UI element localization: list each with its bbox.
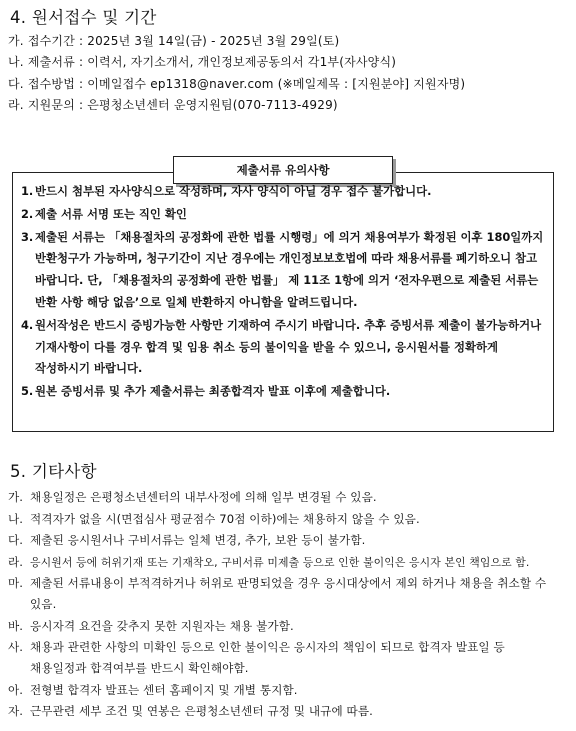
list-item-marker: 나. bbox=[8, 511, 24, 526]
section5-items bbox=[8, 487, 564, 723]
list-item-marker: 아. bbox=[8, 682, 24, 697]
list-item-text: 근무관련 세부 조건 및 연봉은 은평청소년센터 규정 및 내규에 따름. bbox=[30, 704, 373, 718]
list-item-text: 제출된 응시원서나 구비서류는 일체 변경, 추가, 보완 등이 불가함. bbox=[30, 533, 366, 547]
list-item bbox=[8, 637, 564, 679]
notice-item-number: 1. bbox=[21, 184, 34, 198]
section4-title: 4. 원서접수 및 기간 bbox=[10, 8, 157, 27]
list-item-text: 적격자가 없을 시(면접심사 평균점수 70점 이하)에는 채용하지 않을 수 있음. bbox=[30, 511, 420, 526]
notice-item-number: 4. bbox=[21, 317, 34, 332]
notice-item-text: 제출 서류 서명 또는 직인 확인 bbox=[35, 206, 187, 221]
application-period: 가. 접수기간 : 2025년 3월 14일(금) - 2025년 3월 29일(토) bbox=[8, 34, 340, 48]
list-item bbox=[8, 573, 564, 615]
notice-item bbox=[21, 181, 553, 203]
list-item-text: 전형별 합격자 발표는 센터 홈페이지 및 개별 통지함. bbox=[30, 682, 298, 697]
list-item bbox=[8, 616, 564, 637]
list-item bbox=[8, 530, 564, 551]
notice-box bbox=[12, 163, 554, 432]
section4-items bbox=[8, 31, 568, 116]
list-item-marker: 가. bbox=[8, 490, 24, 504]
inquiry-contact: 라. 지원문의 : 은평청소년센터 운영지원팀(070-7113-4929) bbox=[8, 97, 338, 112]
notice-item bbox=[21, 227, 553, 314]
notice-title: 제출서류 유의사항 bbox=[173, 156, 393, 184]
list-item bbox=[8, 509, 564, 530]
list-item-marker: 사. bbox=[8, 640, 24, 654]
list-item bbox=[8, 552, 564, 573]
notice-list bbox=[21, 181, 553, 404]
notice-item bbox=[21, 204, 553, 226]
notice-item bbox=[21, 381, 553, 403]
notice-item-number: 3. bbox=[21, 229, 34, 244]
notice-item-text: 제출된 서류는 「채용절차의 공정화에 관한 법률 시행령」에 의거 채용여부가 확정된 이후 180일까지 반환청구가 가능하며, 청구기간이 지난 경우에는 개인정보보호법에 따라 채용서류를 폐기하오니 참고 바랍니다. 단, 「채용절차의 공정화에 관한 법률」 제 11조 1항에 의거 ‘전자우편으로 제출된 서류는 반환 사항 해당 없음’으로 일체 반환하지 아니함을 알려드립니다. bbox=[35, 229, 544, 309]
list-item-marker: 다. bbox=[8, 533, 24, 547]
list-item-marker: 마. bbox=[8, 576, 24, 590]
notice-item-text: 원본 증빙서류 및 추가 제출서류는 최종합격자 발표 이후에 제출합니다. bbox=[35, 384, 391, 399]
list-item bbox=[8, 680, 564, 701]
application-method: 다. 접수방법 : 이메일접수 ep1318@naver.com (※메일제목 : [지원분야] 지원자명) bbox=[8, 76, 466, 91]
notice-item-text: 원서작성은 반드시 증빙가능한 사항만 기재하여 주시기 바랍니다. 추후 증빙서류 제출이 불가능하거나 기재사항이 다를 경우 합격 및 임용 취소 등의 불이익을 받을 수 있으니, 응시원서를 정확하게 작성하시기 바랍니다. bbox=[35, 317, 542, 376]
list-item-text: 응시원서 등에 허위기재 또는 기재착오, 구비서류 미제출 등으로 인한 불이익은 응시자 본인 책임으로 함. bbox=[30, 555, 530, 569]
list-item-marker: 자. bbox=[8, 704, 24, 718]
section5-title: 5. 기타사항 bbox=[10, 462, 97, 481]
list-item bbox=[8, 701, 564, 722]
notice-item-number: 2. bbox=[21, 206, 34, 221]
notice-item-text: 반드시 첨부된 자사양식으로 작성하며, 자사 양식이 아닐 경우 접수 불가합니다. bbox=[35, 184, 432, 198]
list-item bbox=[8, 487, 564, 508]
notice-item bbox=[21, 315, 553, 380]
notice-item-number: 5. bbox=[21, 384, 34, 399]
list-item-marker: 바. bbox=[8, 618, 24, 633]
required-documents: 나. 제출서류 : 이력서, 자기소개서, 개인정보제공동의서 각1부(자사양식) bbox=[8, 55, 397, 70]
list-item-marker: 라. bbox=[8, 554, 24, 569]
list-item-text: 제출된 서류내용이 부적격하거나 허위로 판명되었을 경우 응시대상에서 제외 하거나 채용을 취소할 수 있음. bbox=[30, 576, 547, 611]
list-item-text: 채용일정은 은평청소년센터의 내부사정에 의해 일부 변경될 수 있음. bbox=[30, 490, 377, 504]
list-item-text: 채용과 관련한 사항의 미확인 등으로 인한 불이익은 응시자의 책임이 되므로 합격자 발표일 등 채용일정과 합격여부를 반드시 확인해야함. bbox=[30, 640, 505, 675]
list-item-text: 응시자격 요건을 갖추지 못한 지원자는 채용 불가함. bbox=[30, 618, 294, 633]
